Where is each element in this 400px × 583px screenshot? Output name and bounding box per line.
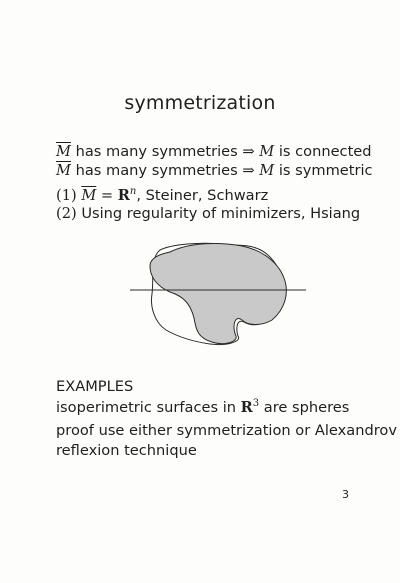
statement-text: is symmetric [274, 162, 373, 179]
statement-text: is connected [274, 143, 372, 160]
math-m-bar: $\overline{M}$ [81, 186, 97, 204]
exponent-3: 3 [252, 398, 260, 409]
math-m-bar: $\overline{M}$ [56, 143, 71, 160]
page-title: symmetrization [124, 92, 276, 114]
item-number: (1) [56, 186, 82, 204]
example-text: isoperimetric surfaces in [56, 398, 241, 416]
item-text: , Steiner, Schwarz [136, 186, 269, 204]
examples-line-2: proof use either symmetrization or Alexandrov [56, 422, 397, 439]
item-number: (2) [56, 205, 82, 222]
math-r: R [240, 398, 253, 416]
page-number: 3 [342, 488, 349, 501]
examples-line-1 [56, 398, 349, 416]
statement-text: has many symmetries [70, 143, 243, 160]
item-text: Using regularity of minimizers, Hsiang [81, 205, 361, 222]
math-m-bar: $\overline{M}$ [56, 162, 71, 179]
exponent-n: n [129, 186, 137, 197]
math-m: M [259, 162, 275, 179]
examples-heading: EXAMPLES [56, 378, 134, 395]
symmetrized-shape [150, 244, 286, 344]
equals-sign: = [96, 186, 118, 204]
math-r: R [117, 186, 130, 204]
implies-arrow: ⇒ [242, 162, 255, 179]
examples-line-3: reflexion technique [56, 442, 197, 459]
math-m: M [259, 143, 275, 160]
implies-arrow: ⇒ [242, 143, 255, 160]
statement-text: has many symmetries [70, 162, 243, 179]
example-text: are spheres [259, 398, 350, 416]
